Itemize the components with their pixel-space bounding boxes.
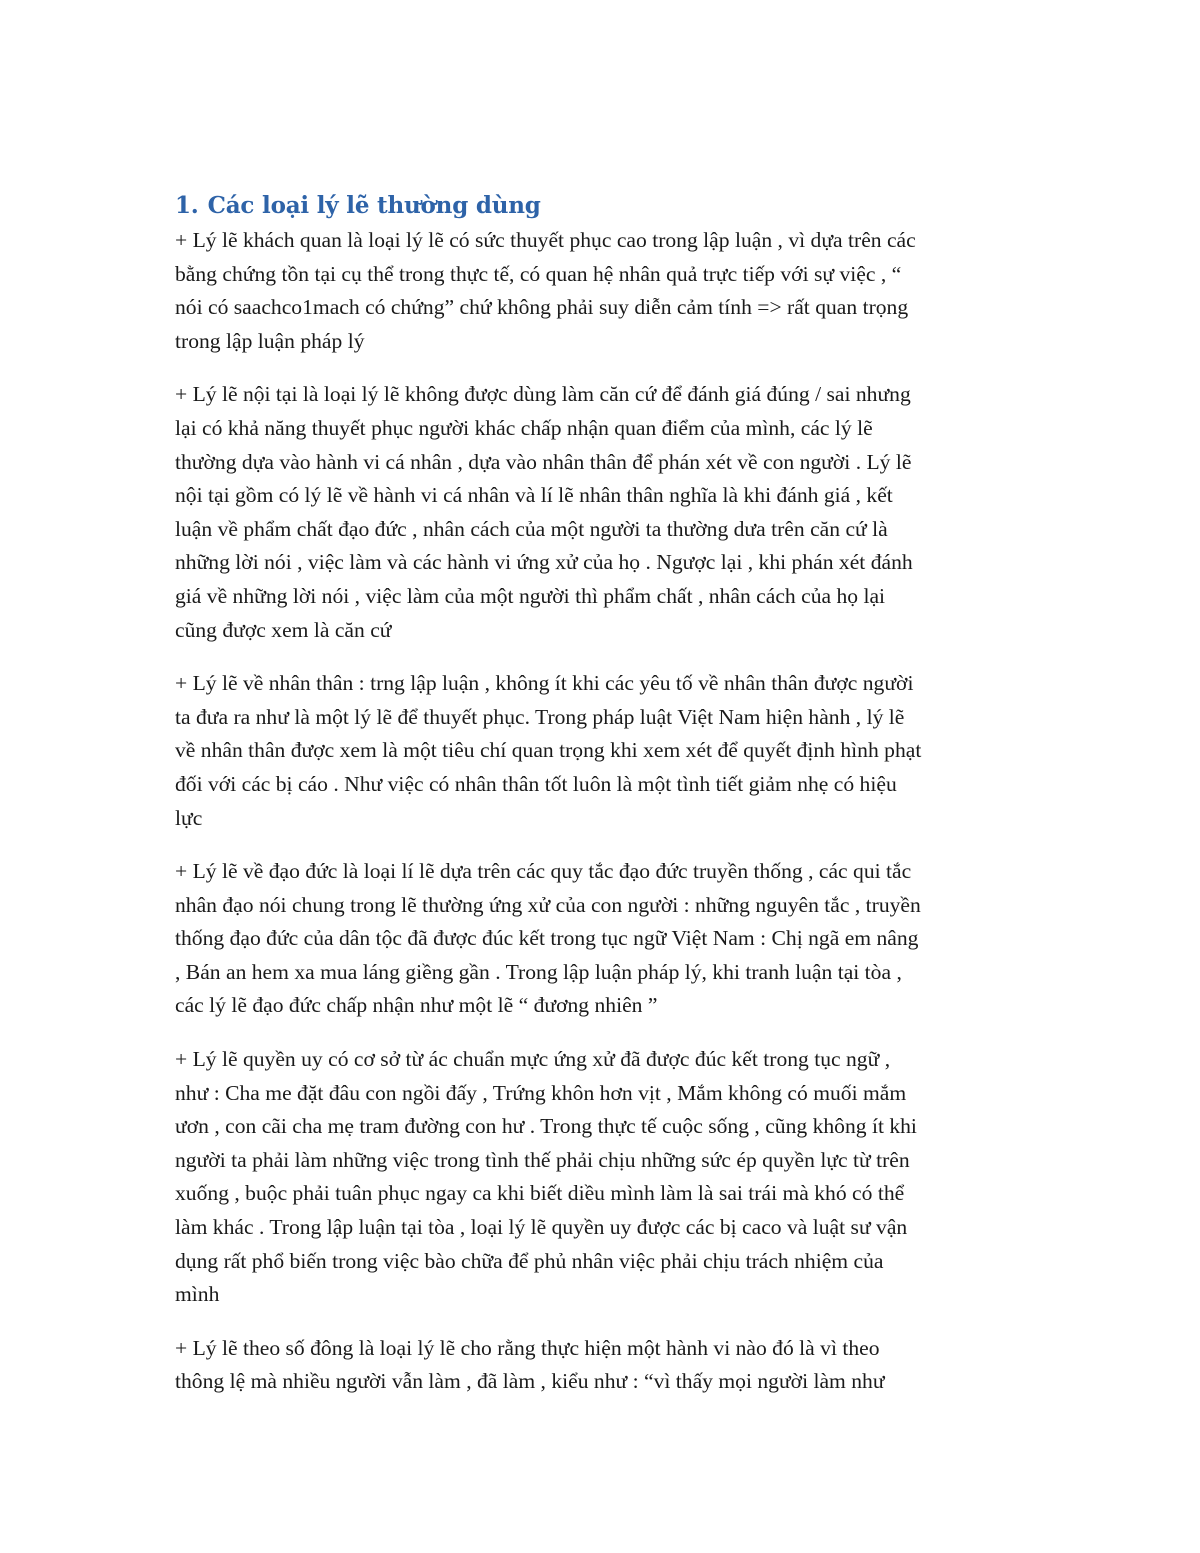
paragraph-line: , Bán an hem xa mua láng giềng gần . Trong lập luận pháp lý, khi tranh luận tại tòa , [175, 959, 902, 984]
paragraph-line: người ta phải làm những việc trong tình thế phải chịu những sức ép quyền lực từ trên [175, 1147, 910, 1172]
paragraph-line: nói có saachco1mach có chứng” chứ không phải suy diễn cảm tính => rất quan trọng [175, 295, 909, 320]
paragraph-line: + Lý lẽ quyền uy có cơ sở từ ác chuẩn mực ứng xử đã được đúc kết trong tục ngữ , [175, 1047, 891, 1072]
paragraph-line: ta đưa ra như là một lý lẽ để thuyết phục. Trong pháp luật Việt Nam hiện hành , lý lẽ [175, 704, 905, 729]
paragraph-line: các lý lẽ đạo đức chấp nhận như một lẽ “ đương nhiên ” [175, 993, 658, 1018]
paragraph-line: bằng chứng tồn tại cụ thể trong thực tế, có quan hệ nhân quả trực tiếp với sự việc , “ [175, 261, 902, 286]
paragraph-line: trong lập luận pháp lý [175, 328, 365, 353]
section-heading [175, 188, 1065, 224]
paragraph-line: dụng rất phổ biến trong việc bào chữa để phủ nhân việc phải chịu trách nhiệm của [175, 1248, 884, 1273]
paragraph-line: nội tại gồm có lý lẽ về hành vi cá nhân và lí lẽ nhân thân nghĩa là khi đánh giá , kết [175, 483, 893, 508]
paragraph-line: về nhân thân được xem là một tiêu chí quan trọng khi xem xét để quyết định hình phạt [175, 738, 922, 763]
paragraph [175, 855, 1065, 1023]
section-title: Các loại lý lẽ thường dùng [207, 192, 541, 219]
paragraph-line: đối với các bị cáo . Như việc có nhân thân tốt luôn là một tình tiết giảm nhẹ có hiệu [175, 771, 897, 796]
paragraph [175, 667, 1065, 835]
paragraph-line: giá về những lời nói , việc làm của một người thì phẩm chất , nhân cách của họ lại [175, 583, 886, 608]
paragraph-line: ươn , con cãi cha mẹ tram đường con hư . Trong thực tế cuộc sống , cũng không ít khi [175, 1114, 917, 1139]
section-number: 1. [175, 192, 199, 219]
paragraph-line: làm khác . Trong lập luận tại tòa , loại lý lẽ quyền uy được các bị caco và luật sư vận [175, 1215, 908, 1240]
paragraph-line: + Lý lẽ khách quan là loại lý lẽ có sức thuyết phục cao trong lập luận , vì dựa trên các [175, 228, 916, 252]
paragraph-line: nhân đạo nói chung trong lẽ thường ứng xử của con người : những nguyên tắc , truyền [175, 892, 921, 917]
paragraph-line: + Lý lẽ về đạo đức là loại lí lẽ dựa trên các quy tắc đạo đức truyền thống , các qui tắc [175, 859, 912, 884]
document-body [175, 188, 1065, 1419]
paragraph [175, 224, 1065, 358]
paragraph-list [175, 224, 1065, 1399]
paragraph [175, 1332, 1065, 1399]
paragraph-line: + Lý lẽ về nhân thân : trng lập luận , không ít khi các yêu tố về nhân thân được người [175, 671, 914, 696]
paragraph [175, 378, 1065, 647]
paragraph-line: thường dựa vào hành vi cá nhân , dựa vào nhân thân để phán xét về con người . Lý lẽ [175, 449, 912, 474]
paragraph-line: thống đạo đức của dân tộc đã được đúc kết trong tục ngữ Việt Nam : Chị ngã em nâng [175, 926, 919, 951]
paragraph-line: cũng được xem là căn cứ [175, 617, 392, 642]
paragraph-line: như : Cha me đặt đâu con ngồi đấy , Trứng khôn hơn vịt , Mắm không có muối mắm [175, 1080, 907, 1105]
paragraph-line: luận về phẩm chất đạo đức , nhân cách của một người ta thường dưa trên căn cứ là [175, 516, 888, 541]
paragraph-line: + Lý lẽ theo số đông là loại lý lẽ cho rằng thực hiện một hành vi nào đó là vì theo [175, 1335, 880, 1360]
paragraph-line: lại có khả năng thuyết phục người khác chấp nhận quan điểm của mình, các lý lẽ [175, 415, 873, 440]
paragraph-line: thông lệ mà nhiều người vẫn làm , đã làm , kiểu như : “vì thấy mọi người làm như [175, 1369, 885, 1394]
paragraph-line: lực [175, 805, 203, 830]
paragraph [175, 1043, 1065, 1312]
paragraph-line: + Lý lẽ nội tại là loại lý lẽ không được dùng làm căn cứ để đánh giá đúng / sai nhưng [175, 382, 911, 407]
paragraph-line: những lời nói , việc làm và các hành vi ứng xử của họ . Ngược lại , khi phán xét đánh [175, 550, 913, 575]
paragraph-line: mình [175, 1282, 220, 1307]
paragraph-line: xuống , buộc phải tuân phục ngay ca khi biết diều mình làm là sai trái mà khó có thể [175, 1181, 905, 1206]
